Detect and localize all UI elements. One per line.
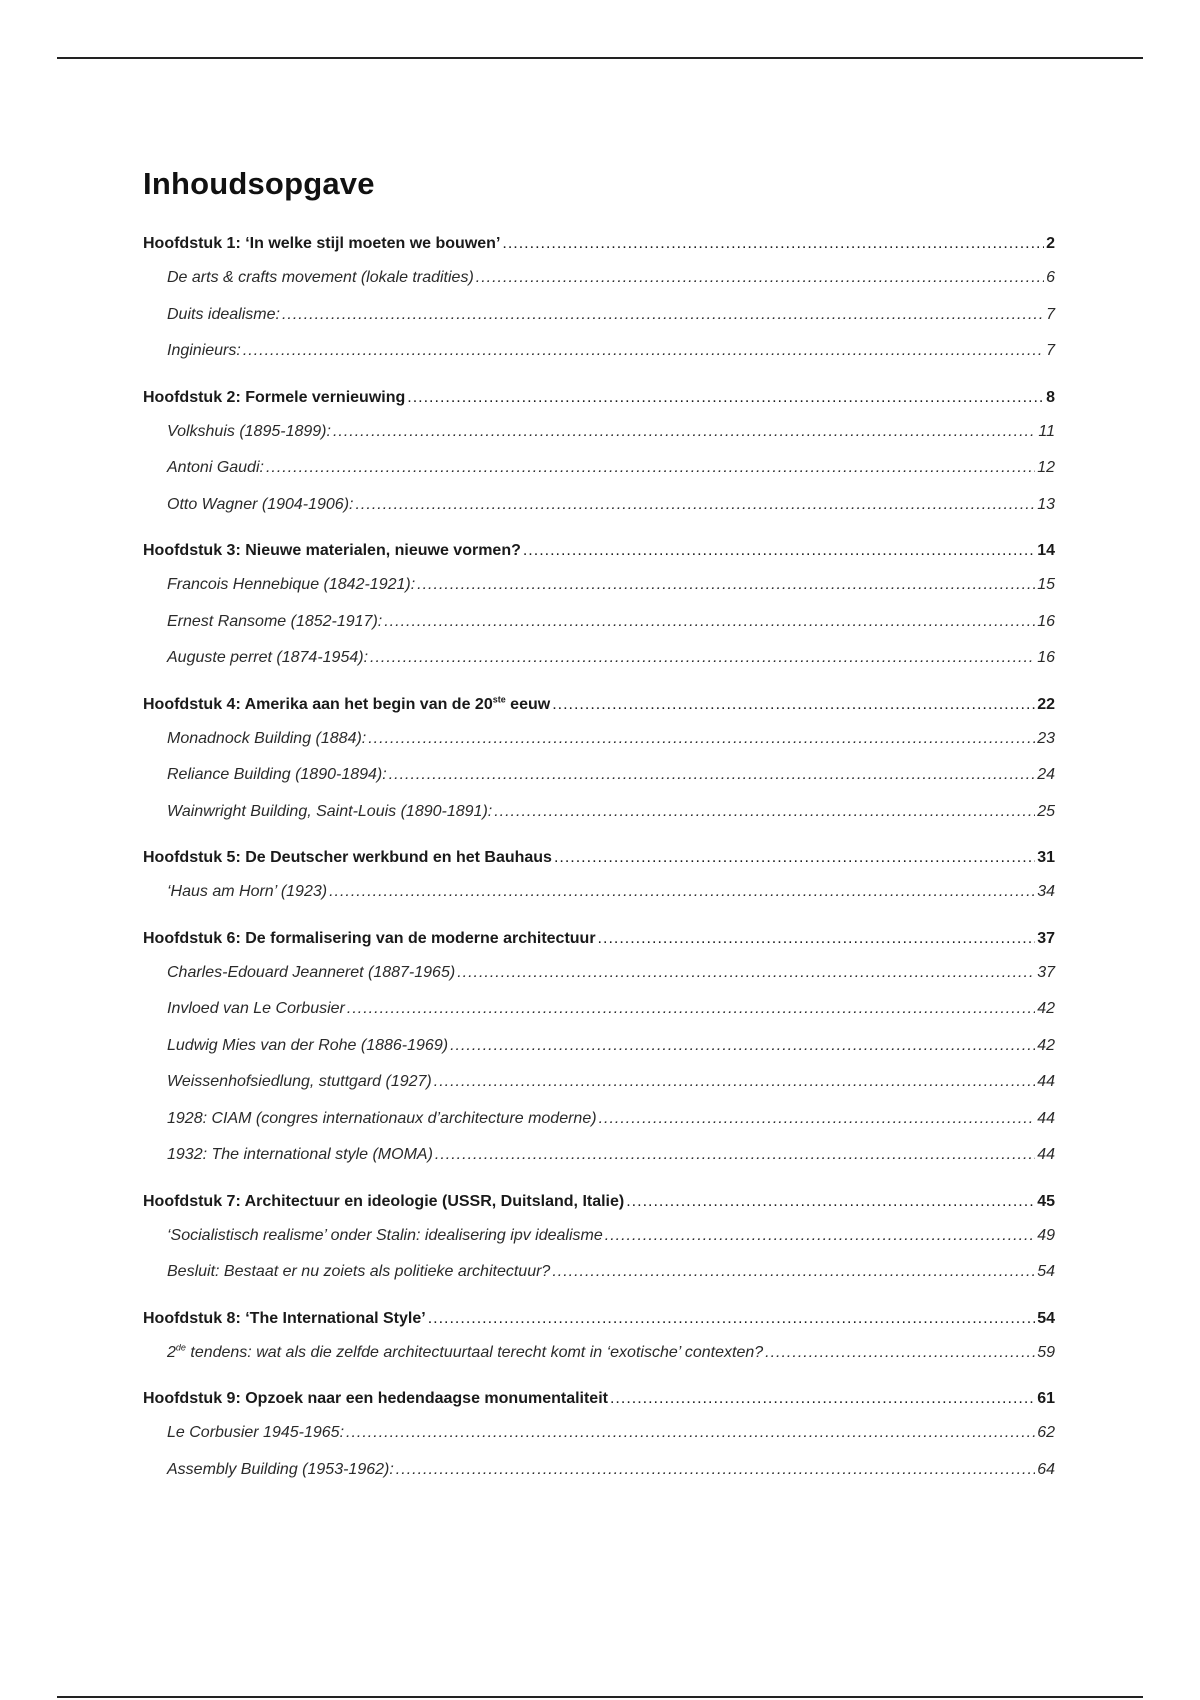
toc-section-entry[interactable] — [143, 640, 1055, 677]
toc-page-number: 37 — [1037, 963, 1055, 981]
toc-section-entry[interactable] — [143, 1218, 1055, 1255]
toc-chapter — [143, 922, 1055, 1174]
dot-leader — [396, 1452, 1035, 1489]
toc-section-title: Le Corbusier 1945-1965: — [167, 1424, 345, 1441]
toc-chapter-entry[interactable] — [143, 841, 1055, 874]
toc-chapter-title: Hoofdstuk 8: ‘The International Style’ — [143, 1309, 426, 1327]
dot-leader — [599, 1101, 1036, 1138]
toc-section-entry[interactable] — [143, 1028, 1055, 1065]
dot-leader — [417, 567, 1035, 604]
toc-section-entry[interactable] — [143, 414, 1055, 451]
dot-leader — [368, 721, 1035, 758]
dot-leader — [282, 297, 1044, 334]
toc-section-entry[interactable] — [143, 333, 1055, 370]
toc-chapter-title — [143, 688, 550, 721]
toc-page-number: 37 — [1037, 929, 1055, 947]
dot-leader — [476, 260, 1044, 297]
toc-section-title: Auguste perret (1874-1954): — [167, 649, 369, 666]
toc-chapter-title: Hoofdstuk 1: ‘In welke stijl moeten we bouwen’ — [143, 235, 501, 252]
toc-page-number: 64 — [1037, 1460, 1055, 1478]
dot-leader — [502, 227, 1044, 260]
toc-chapter-title: Hoofdstuk 3: Nieuwe materialen, nieuwe vormen? — [143, 542, 521, 559]
toc-section-entry[interactable] — [143, 1415, 1055, 1452]
toc-section-title: De arts & crafts movement (lokale tradities) — [167, 269, 474, 286]
toc-page-number: 12 — [1037, 459, 1055, 476]
toc-chapter-title-main: Hoofdstuk 4: Amerika aan het begin van de 20 — [143, 695, 493, 713]
toc-section-title: Otto Wagner (1904-1906): — [167, 495, 354, 513]
toc-section-title-rest: tendens: wat als die zelfde architectuurtaal terecht komt in ‘exotische’ contexten? — [185, 1343, 764, 1361]
toc-section-entry[interactable] — [143, 1137, 1055, 1174]
toc-section-entry[interactable] — [143, 260, 1055, 297]
toc-chapter-entry[interactable] — [143, 227, 1055, 260]
toc-page-number: 44 — [1037, 1146, 1055, 1163]
dot-leader — [523, 534, 1035, 567]
toc-page-number: 6 — [1046, 269, 1055, 286]
toc-page-number: 13 — [1037, 495, 1055, 513]
footer-rule — [57, 1696, 1143, 1698]
toc-section-entry[interactable] — [143, 757, 1055, 794]
dot-leader — [266, 450, 1035, 487]
toc-section-title-main: 2 — [167, 1343, 176, 1361]
toc-chapter-entry[interactable] — [143, 1382, 1055, 1415]
dot-leader — [450, 1028, 1035, 1065]
dot-leader — [457, 955, 1035, 992]
dot-leader — [598, 922, 1036, 955]
dot-leader — [384, 604, 1035, 641]
toc-section-title: Reliance Building (1890-1894): — [167, 766, 387, 783]
toc-section-title: ‘Socialistisch realisme’ onder Stalin: idealisering ipv idealisme — [167, 1226, 603, 1244]
toc-section-entry[interactable] — [143, 721, 1055, 758]
dot-leader — [243, 333, 1044, 370]
toc-page-number: 11 — [1038, 422, 1055, 440]
toc-page-number: 59 — [1037, 1343, 1055, 1361]
toc-page-number: 7 — [1046, 305, 1055, 323]
toc-chapter-entry[interactable] — [143, 1302, 1055, 1335]
toc-section-title: Besluit: Bestaat er nu zoiets als politieke architectuur? — [167, 1263, 551, 1280]
toc-section-entry[interactable] — [143, 991, 1055, 1028]
dot-leader — [434, 1064, 1035, 1101]
toc-page-number: 15 — [1037, 576, 1055, 593]
toc-chapter-title: Hoofdstuk 2: Formele vernieuwing — [143, 388, 406, 406]
toc-chapter-entry[interactable] — [143, 1185, 1055, 1218]
dot-leader — [347, 991, 1035, 1028]
toc-section-entry[interactable] — [143, 1064, 1055, 1101]
toc-section-title: Ernest Ransome (1852-1917): — [167, 612, 383, 630]
toc-chapter — [143, 534, 1055, 677]
toc-section-entry[interactable] — [143, 794, 1055, 831]
toc-section-entry[interactable] — [143, 450, 1055, 487]
toc-chapter — [143, 1382, 1055, 1488]
page-title: Inhoudsopgave — [143, 166, 375, 201]
toc-page-number: 7 — [1046, 342, 1055, 359]
header-rule — [57, 57, 1143, 59]
toc-chapter — [143, 227, 1055, 370]
dot-leader — [494, 794, 1035, 831]
dot-leader — [346, 1415, 1035, 1452]
toc-page-number: 22 — [1037, 695, 1055, 713]
toc-chapter-entry[interactable] — [143, 381, 1055, 414]
toc-section-title: ‘Haus am Horn’ (1923) — [167, 883, 328, 900]
toc-page-number: 34 — [1037, 883, 1055, 900]
toc-page-number: 31 — [1037, 849, 1055, 866]
toc-page-number: 45 — [1037, 1192, 1055, 1210]
toc-chapter-entry[interactable] — [143, 534, 1055, 567]
toc-section-title: Assembly Building (1953-1962): — [167, 1460, 394, 1478]
toc-page-number: 8 — [1046, 388, 1055, 406]
ordinal-superscript: de — [175, 1342, 186, 1353]
toc-section-title: Inginieurs: — [167, 342, 241, 359]
toc-section-title: 1928: CIAM (congres internationaux d’architecture moderne) — [167, 1109, 597, 1127]
toc-chapter — [143, 1185, 1055, 1291]
dot-leader — [435, 1137, 1035, 1174]
toc-page-number: 42 — [1037, 1036, 1055, 1054]
toc-page-number: 54 — [1037, 1309, 1055, 1327]
toc-section-entry[interactable] — [143, 604, 1055, 641]
toc-section-title: Monadnock Building (1884): — [167, 729, 367, 747]
toc-section-title — [167, 1335, 763, 1372]
toc-page-number: 2 — [1046, 235, 1055, 252]
toc-chapter-entry[interactable] — [143, 922, 1055, 955]
toc-section-entry[interactable] — [143, 1101, 1055, 1138]
ordinal-superscript: ste — [492, 694, 506, 705]
toc-page-number: 42 — [1037, 1000, 1055, 1017]
toc-page-number: 16 — [1037, 649, 1055, 666]
toc-section-title: Wainwright Building, Saint-Louis (1890-1891): — [167, 802, 493, 820]
toc-chapter-title: Hoofdstuk 7: Architectuur en ideologie (USSR, Duitsland, Italie) — [143, 1192, 625, 1210]
toc-page-number: 16 — [1037, 612, 1055, 630]
toc-section-title: Antoni Gaudi: — [167, 459, 264, 476]
toc-section-title: Weissenhofsiedlung, stuttgard (1927) — [167, 1073, 432, 1090]
toc-section-entry[interactable] — [143, 297, 1055, 334]
toc-page-number: 49 — [1037, 1226, 1055, 1244]
toc-page-number: 25 — [1037, 802, 1055, 820]
dot-leader — [389, 757, 1036, 794]
toc-section-entry[interactable] — [143, 955, 1055, 992]
toc-page-number: 54 — [1037, 1263, 1055, 1280]
toc-chapter-title: Hoofdstuk 5: De Deutscher werkbund en het Bauhaus — [143, 849, 552, 866]
dot-leader — [605, 1218, 1035, 1255]
toc-page-number: 61 — [1037, 1390, 1055, 1407]
toc-chapter — [143, 688, 1055, 831]
dot-leader — [552, 688, 1035, 721]
dot-leader — [626, 1185, 1035, 1218]
toc-section-entry[interactable] — [143, 567, 1055, 604]
dot-leader — [370, 640, 1035, 677]
toc-section-entry[interactable] — [143, 874, 1055, 911]
dot-leader — [428, 1302, 1036, 1335]
table-of-contents — [143, 226, 1055, 1499]
toc-page-number: 14 — [1037, 542, 1055, 559]
toc-chapter-title-rest: eeuw — [505, 695, 551, 713]
toc-page-number: 62 — [1037, 1424, 1055, 1441]
dot-leader — [407, 381, 1044, 414]
toc-section-title: Duits idealisme: — [167, 305, 280, 323]
toc-chapter-title: Hoofdstuk 9: Opzoek naar een hedendaagse monumentaliteit — [143, 1390, 608, 1407]
toc-section-entry[interactable] — [143, 487, 1055, 524]
toc-section-entry[interactable] — [143, 1254, 1055, 1291]
toc-section-title: Charles-Edouard Jeanneret (1887-1965) — [167, 963, 456, 981]
toc-chapter — [143, 381, 1055, 524]
toc-chapter — [143, 841, 1055, 911]
toc-section-entry[interactable] — [143, 1335, 1055, 1372]
dot-leader — [765, 1335, 1035, 1372]
toc-section-title: Francois Hennebique (1842-1921): — [167, 576, 416, 593]
dot-leader — [333, 414, 1036, 451]
toc-page-number: 44 — [1037, 1073, 1055, 1090]
toc-section-entry[interactable] — [143, 1452, 1055, 1489]
dot-leader — [329, 874, 1035, 911]
toc-page-number: 23 — [1037, 729, 1055, 747]
toc-chapter-entry[interactable] — [143, 688, 1055, 721]
dot-leader — [552, 1254, 1035, 1291]
toc-section-title: Invloed van Le Corbusier — [167, 1000, 345, 1017]
toc-chapter-title: Hoofdstuk 6: De formalisering van de moderne architectuur — [143, 929, 596, 947]
toc-section-title: 1932: The international style (MOMA) — [167, 1146, 433, 1163]
toc-page-number: 24 — [1037, 766, 1055, 783]
toc-section-title: Ludwig Mies van der Rohe (1886-1969) — [167, 1036, 449, 1054]
toc-section-title: Volkshuis (1895-1899): — [167, 422, 331, 440]
toc-page-number: 44 — [1037, 1109, 1055, 1127]
dot-leader — [610, 1382, 1035, 1415]
toc-chapter — [143, 1302, 1055, 1372]
dot-leader — [554, 841, 1035, 874]
dot-leader — [355, 487, 1035, 524]
